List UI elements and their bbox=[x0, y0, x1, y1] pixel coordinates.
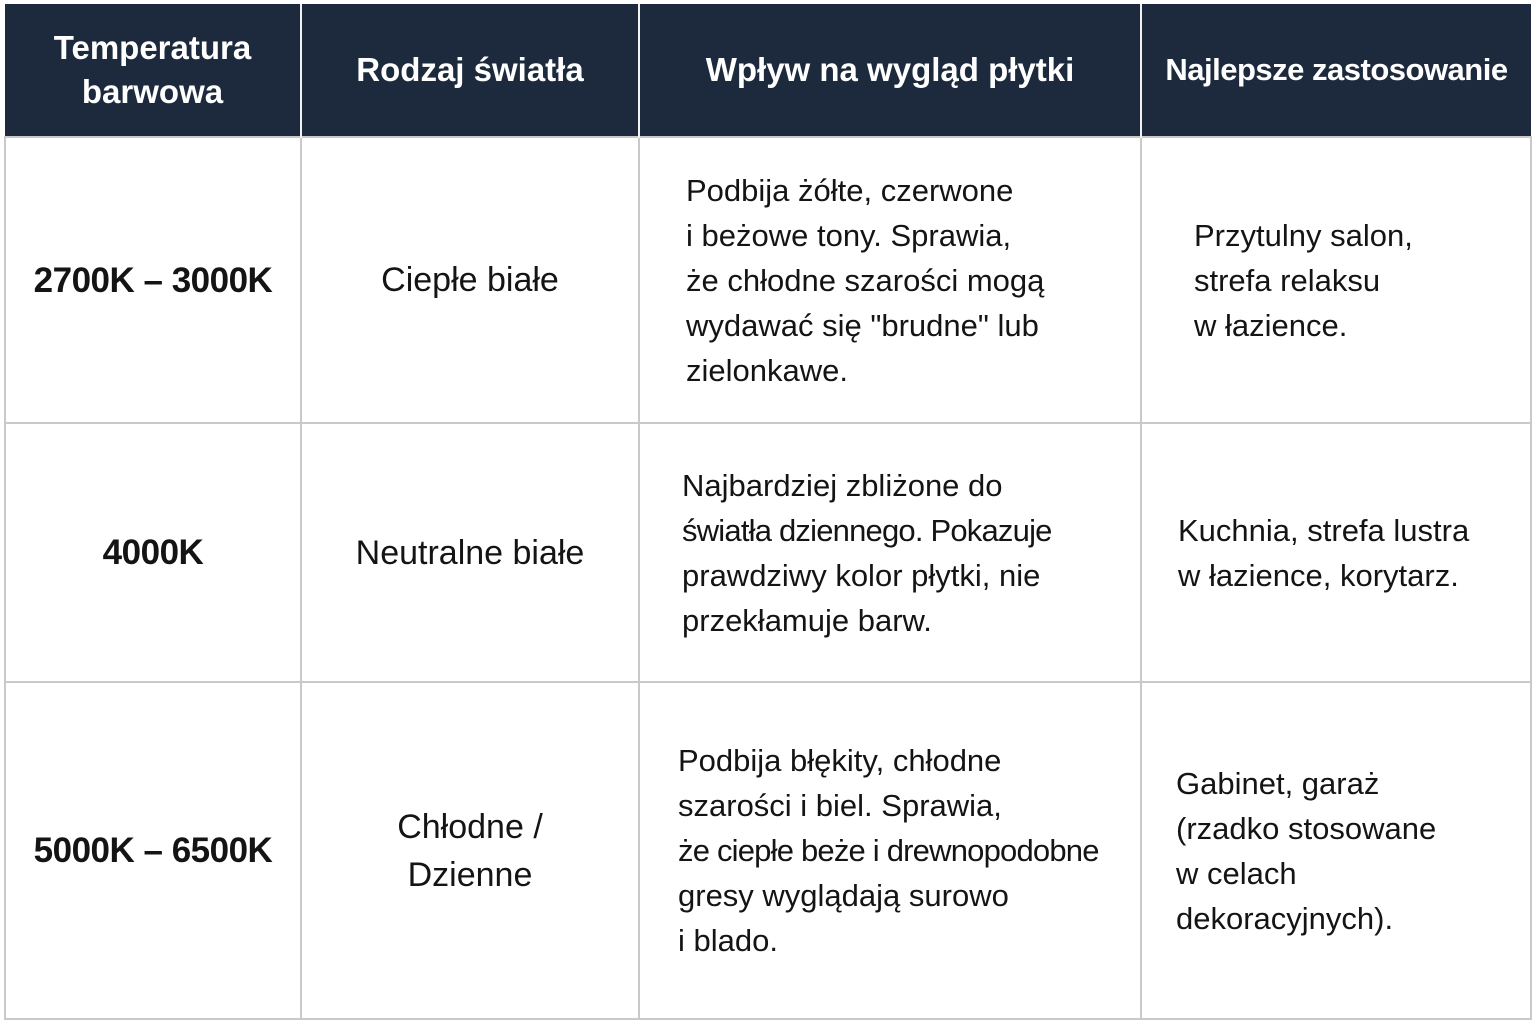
header-temperature bbox=[5, 4, 301, 137]
light-type-line: Ciepłe białe bbox=[381, 261, 559, 299]
best-use-line: strefa relaksu bbox=[1194, 262, 1381, 298]
effect-line: światła dziennego. Pokazuje bbox=[682, 512, 1052, 548]
effect-line: szarości i biel. Sprawia, bbox=[678, 788, 1002, 823]
cell-best-use bbox=[1141, 682, 1531, 1019]
best-use-line: w łazience, korytarz. bbox=[1178, 557, 1459, 593]
effect-line: prawdziwy kolor płytki, nie bbox=[682, 557, 1041, 593]
header-temperature-line-1: Temperatura bbox=[53, 29, 252, 66]
effect-line: przekłamuje barw. bbox=[682, 602, 932, 638]
header-best-use bbox=[1141, 4, 1531, 137]
effect-line: wydawać się "brudne" lub bbox=[686, 307, 1039, 343]
cell-light-type bbox=[301, 423, 639, 682]
light-type-line: Dzienne bbox=[407, 855, 533, 894]
header-light-type-label: Rodzaj światła bbox=[356, 51, 584, 88]
best-use-line: dekoracyjnych). bbox=[1176, 900, 1394, 936]
best-use-line: (rzadko stosowane bbox=[1176, 810, 1437, 846]
cell-temperature: 2700K – 3000K bbox=[5, 137, 301, 423]
cell-light-type bbox=[301, 682, 639, 1019]
best-use-line: Kuchnia, strefa lustra bbox=[1178, 512, 1470, 548]
effect-line: i beżowe tony. Sprawia, bbox=[686, 217, 1012, 253]
effect-line: Podbija żółte, czerwone bbox=[686, 172, 1014, 208]
header-temperature-line-2: barwowa bbox=[81, 73, 224, 110]
table-row bbox=[5, 682, 1531, 1019]
cell-best-use bbox=[1141, 137, 1531, 423]
effect-line: zielonkawe. bbox=[686, 352, 848, 388]
best-use-line: w celach bbox=[1176, 855, 1297, 891]
light-type-line: Neutralne białe bbox=[355, 533, 585, 572]
effect-line: Najbardziej zbliżone do bbox=[682, 467, 1003, 503]
cell-temperature: 4000K bbox=[5, 423, 301, 682]
cell-light-type bbox=[301, 137, 639, 423]
best-use-line: Gabinet, garaż bbox=[1176, 765, 1380, 801]
cell-temperature: 5000K – 6500K bbox=[5, 682, 301, 1019]
best-use-line: Przytulny salon, bbox=[1194, 217, 1413, 253]
header-light-type bbox=[301, 4, 639, 137]
color-temperature-table bbox=[4, 4, 1532, 1020]
color-temperature-table-wrapper bbox=[4, 4, 1530, 1018]
effect-line: że chłodne szarości mogą bbox=[686, 262, 1045, 298]
effect-line: i blado. bbox=[678, 923, 778, 958]
effect-line: Podbija błękity, chłodne bbox=[678, 743, 1002, 778]
effect-line: gresy wyglądają surowo bbox=[678, 878, 1009, 913]
cell-effect bbox=[639, 137, 1141, 423]
table-header-row bbox=[5, 4, 1531, 137]
effect-line: że ciepłe beże i drewnopodobne bbox=[678, 833, 1099, 868]
header-best-use-label: Najlepsze zastosowanie bbox=[1165, 52, 1508, 87]
cell-best-use bbox=[1141, 423, 1531, 682]
header-effect-label: Wpływ na wygląd płytki bbox=[705, 51, 1075, 88]
table-row bbox=[5, 423, 1531, 682]
best-use-line: w łazience. bbox=[1194, 307, 1348, 343]
cell-effect bbox=[639, 682, 1141, 1019]
cell-effect bbox=[639, 423, 1141, 682]
light-type-line: Chłodne / bbox=[397, 807, 543, 846]
header-effect bbox=[639, 4, 1141, 137]
table-row bbox=[5, 137, 1531, 423]
